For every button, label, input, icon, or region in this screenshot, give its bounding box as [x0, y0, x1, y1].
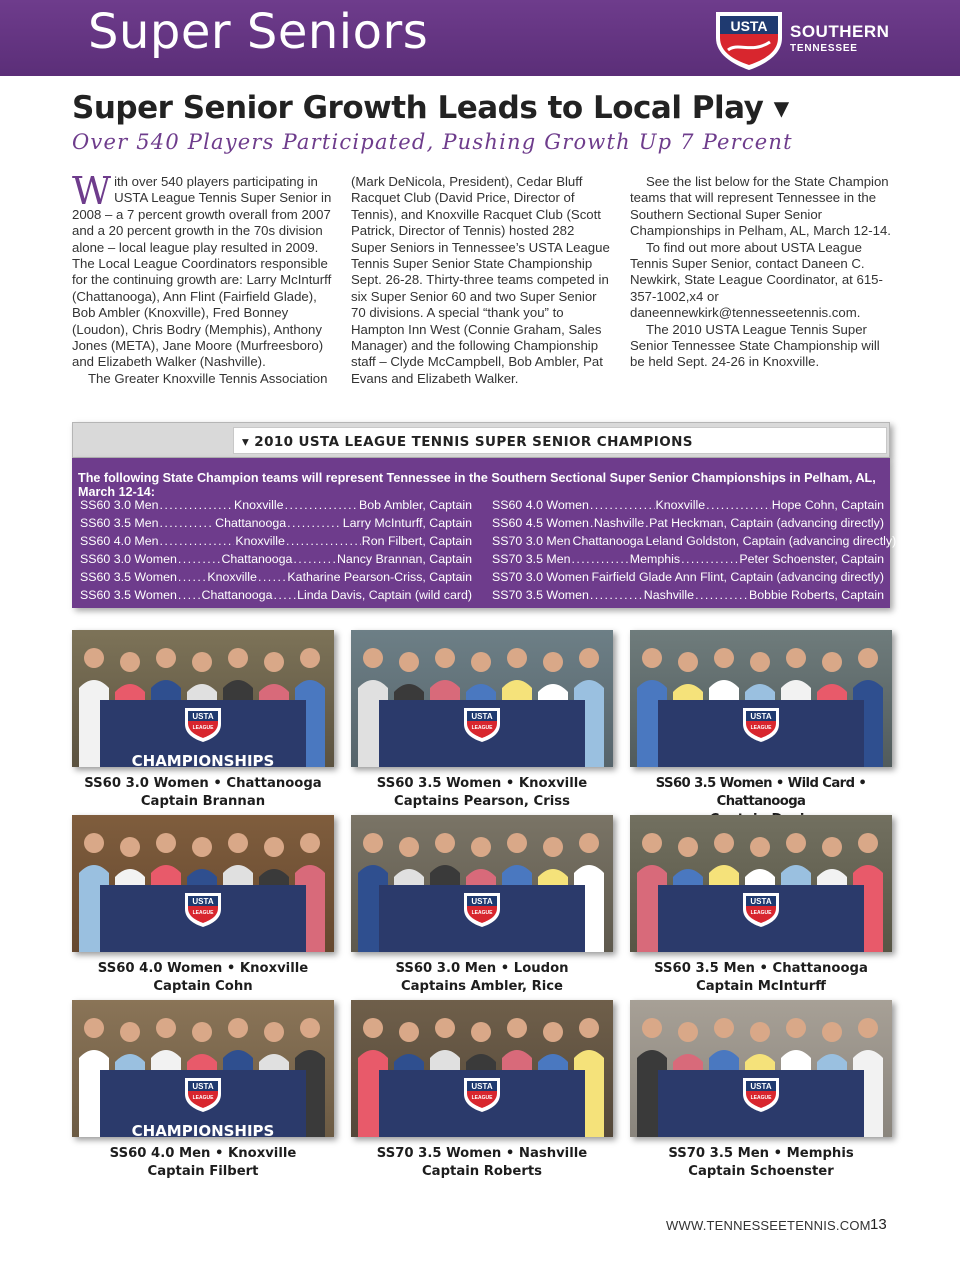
- champion-row: [492, 514, 884, 532]
- champion-row: [492, 496, 884, 514]
- champion-captain: Linda Davis, Captain (wild card): [297, 588, 472, 602]
- team-photo: [72, 1000, 334, 1137]
- team-photo: [72, 630, 334, 767]
- banner-logo-league: LEAGUE: [750, 1095, 772, 1101]
- banner-logo-league: LEAGUE: [750, 910, 772, 916]
- banner-caption: CHAMPIONSHIPS: [131, 1122, 275, 1137]
- banner-logo-league: LEAGUE: [192, 910, 214, 916]
- champion-division: SS70 3.0 Men: [492, 534, 571, 548]
- banner-logo-usta: USTA: [750, 1082, 772, 1091]
- drop-cap: W: [72, 169, 112, 213]
- caption-division: SS60 3.0 Women • Chattanooga: [84, 776, 322, 791]
- team-photo-image: [72, 815, 334, 952]
- article-paragraph: ith over 540 players participating in USTA League Tennis Super Senior in 2008 – a 7 percent growth overall from 2007 and a 20 percent growth in the 70s division alone – local league play resulted in 2009. The Local League Coordinators responsible for the continuing growth are: Larry McInturff (Chattanooga), Ann Flint (Fairfield Glade), Bob Ambler (Knoxville), Fred Bonney (Loudon), Chris Bodry (Memphis), Anthony Jones (META), Jane Moore (Murfreesboro) and Elizabeth Walker (Nashville).: [72, 174, 332, 370]
- champion-row: [80, 532, 472, 550]
- leader-dots: [160, 532, 235, 550]
- brand-wordmark: [790, 22, 889, 54]
- caption-division: SS60 3.5 Men • Chattanooga: [654, 961, 868, 976]
- champion-city: Nashville: [593, 516, 645, 530]
- team-photo: [351, 1000, 613, 1137]
- caption-captain: Captain Cohn: [153, 979, 253, 994]
- article-paragraph: The Greater Knoxville Tennis Association: [88, 370, 328, 386]
- champion-city: Knoxville: [655, 498, 706, 512]
- leader-dots: [590, 586, 643, 604]
- champion-captain: Pat Heckman, Captain (advancing directly): [649, 516, 884, 530]
- team-photo: [630, 815, 892, 952]
- team-photo-image: [351, 630, 613, 767]
- champion-row: [80, 586, 472, 604]
- banner-logo-usta: USTA: [192, 712, 214, 721]
- leader-dots: [681, 550, 738, 568]
- champion-division: SS60 3.0 Women: [80, 552, 177, 566]
- champion-city: Knoxville: [207, 570, 257, 584]
- footer-url[interactable]: WWW.TENNESSEETENNIS.COM: [666, 1218, 871, 1233]
- leader-dots: [258, 568, 286, 586]
- article-column-3: [630, 174, 892, 371]
- caption-captain: Captain McInturff: [696, 979, 826, 994]
- photo-caption: [351, 960, 613, 996]
- leader-dots: [160, 514, 215, 532]
- usta-shield-logo: [712, 8, 786, 72]
- article-headline: Super Senior Growth Leads to Local Play ▾: [72, 90, 789, 126]
- caption-captain: Captain Roberts: [422, 1164, 542, 1179]
- leader-dots: [293, 550, 336, 568]
- caption-division: SS70 3.5 Men • Memphis: [668, 1146, 854, 1161]
- article-deck: Over 540 Players Participated, Pushing Growth Up 7 Percent: [72, 130, 793, 154]
- leader-dots: [572, 550, 629, 568]
- banner-logo-league: LEAGUE: [471, 910, 493, 916]
- champion-city: Chattanooga: [221, 552, 293, 566]
- article-paragraph: The 2010 USTA League Tennis Super Senior Tennessee State Championship will be held Sept. 24-26 in Knoxville.: [630, 321, 880, 370]
- leader-dots: [590, 514, 593, 532]
- champions-title: ▾ 2010 USTA LEAGUE TENNIS SUPER SENIOR CHAMPIONS: [242, 434, 693, 450]
- article-paragraph: See the list below for the State Champion teams that will represent Tennessee in the Southern Sectional Super Senior Championships in Pelham, AL, March 12-14.: [630, 174, 891, 239]
- section-title: Super Seniors: [88, 4, 429, 60]
- champion-row: [80, 514, 472, 532]
- champion-city: Chattanooga: [215, 516, 287, 530]
- team-photo: [72, 815, 334, 952]
- brand-line-tennessee: TENNESSEE: [790, 43, 858, 54]
- champion-captain: Leland Goldston, Captain (advancing directly): [645, 534, 897, 548]
- champion-captain: Ann Flint, Captain (advancing directly): [674, 570, 884, 584]
- caption-captain: Captain Brannan: [140, 794, 266, 809]
- team-photo-image: [351, 1000, 613, 1137]
- leader-dots: [645, 514, 648, 532]
- champion-row: [492, 568, 884, 586]
- champion-captain: Nancy Brannan, Captain: [336, 552, 472, 566]
- champion-city: Knoxville: [235, 534, 285, 548]
- team-photo-image: [630, 630, 892, 767]
- photo-caption: [72, 775, 334, 811]
- leader-dots: [590, 496, 655, 514]
- champion-division: SS60 3.5 Men: [80, 516, 159, 530]
- champions-intro: The following State Champion teams will represent Tennessee in the Southern Sectional Super Senior Championships in Pelham, AL, March 12-14:: [78, 471, 876, 499]
- champion-division: SS60 3.5 Women: [80, 570, 177, 584]
- team-photo-image: [630, 1000, 892, 1137]
- leader-dots: [695, 586, 748, 604]
- caption-captain: Captains Ambler, Rice: [400, 979, 564, 994]
- champion-captain: Bob Ambler, Captain: [359, 498, 472, 512]
- champion-city: Fairfield Glade: [591, 570, 673, 584]
- banner-logo-usta: USTA: [750, 712, 772, 721]
- leader-dots: [706, 496, 771, 514]
- champion-division: SS60 3.5 Women: [80, 588, 177, 602]
- leader-dots: [178, 550, 221, 568]
- champion-division: SS70 3.0 Women: [492, 570, 589, 584]
- team-photo-image: [630, 815, 892, 952]
- champion-division: SS60 4.0 Men: [80, 534, 159, 548]
- banner-caption: CHAMPIONSHIPS: [131, 752, 275, 767]
- caption-division: SS60 3.5 Women • Knoxville: [376, 776, 588, 791]
- champion-captain: Peter Schoenster, Captain: [739, 552, 884, 566]
- photo-caption: [630, 960, 892, 996]
- team-photo-image: [72, 630, 334, 767]
- banner-logo-usta: USTA: [471, 897, 493, 906]
- champion-city: Memphis: [629, 552, 681, 566]
- leader-dots: [590, 568, 591, 586]
- caption-captain: Captains Pearson, Criss: [394, 794, 570, 809]
- article-paragraph: To find out more about USTA League Tennis Super Senior, contact Daneen C. Newkirk, State League Coordinator, at 615-357-1002,x4 or daneennewkirk@tennesseetennis.com.: [630, 239, 883, 321]
- team-photo: [351, 815, 613, 952]
- photo-caption: [630, 1145, 892, 1181]
- banner-logo-league: LEAGUE: [750, 725, 772, 731]
- banner-logo-league: LEAGUE: [471, 1095, 493, 1101]
- champion-city: Nashville: [643, 588, 695, 602]
- team-photo-image: [72, 1000, 334, 1137]
- champion-row: [492, 532, 897, 550]
- champion-row: [80, 496, 472, 514]
- caption-division: SS70 3.5 Women • Nashville: [376, 1146, 588, 1161]
- champion-row: [492, 586, 884, 604]
- champion-division: SS60 4.5 Women: [492, 516, 589, 530]
- brand-line-southern: SOUTHERN: [790, 22, 890, 41]
- champion-row: [80, 568, 472, 586]
- champion-captain: Ron Filbert, Captain: [361, 534, 472, 548]
- leader-dots: [287, 514, 342, 532]
- photo-caption: [72, 1145, 334, 1181]
- team-photo: [630, 1000, 892, 1137]
- banner-logo-usta: USTA: [471, 1082, 493, 1091]
- usta-logo-text: USTA: [730, 18, 768, 34]
- leader-dots: [178, 586, 201, 604]
- caption-captain: Captain Filbert: [147, 1164, 259, 1179]
- champion-city: Knoxville: [233, 498, 284, 512]
- champion-city: Chattanooga: [572, 534, 644, 548]
- photo-caption: [351, 775, 613, 811]
- champion-captain: Katharine Pearson-Criss, Captain: [287, 570, 472, 584]
- article-column-1: [72, 169, 334, 387]
- article-column-2: [351, 174, 613, 387]
- champion-division: SS60 4.0 Women: [492, 498, 589, 512]
- caption-captain: Captain Schoenster: [688, 1164, 834, 1179]
- champion-captain: Hope Cohn, Captain: [771, 498, 884, 512]
- banner-logo-league: LEAGUE: [192, 1095, 214, 1101]
- leader-dots: [178, 568, 206, 586]
- page-number: 13: [870, 1216, 887, 1233]
- champion-row: [80, 550, 472, 568]
- leader-dots: [286, 532, 361, 550]
- banner-logo-usta: USTA: [192, 897, 214, 906]
- leader-dots: [273, 586, 296, 604]
- leader-dots: [673, 568, 674, 586]
- leader-dots: [160, 496, 233, 514]
- champion-row: [492, 550, 884, 568]
- leader-dots: [285, 496, 358, 514]
- caption-division: SS60 4.0 Women • Knoxville: [97, 961, 309, 976]
- photo-caption: [72, 960, 334, 996]
- banner-logo-usta: USTA: [471, 712, 493, 721]
- team-photo-image: [351, 815, 613, 952]
- caption-division: SS60 4.0 Men • Knoxville: [109, 1146, 297, 1161]
- champion-division: SS70 3.5 Men: [492, 552, 571, 566]
- champion-captain: Larry McInturff, Captain: [342, 516, 472, 530]
- article-paragraph: (Mark DeNicola, President), Cedar Bluff Racquet Club (David Price, Director of Tennis), and Knoxville Racquet Club (Scott Patrick, Director of Tennis) hosted 282 Super Seniors in Tennessee’s USTA League Tennis Super Senior State Championship Sept. 26-28. Thirty-three teams competed in six Super Senior 60 and two Super Senior 70 divisions. A special “thank you” to Hampton Inn West (Connie Graham, Sales Manager) and the following Championship staff – Clyde McCampbell, Bob Ambler, Pat Evans and Elizabeth Walker.: [351, 174, 610, 386]
- caption-division: SS60 3.5 Women • Wild Card • Chattanooga: [655, 776, 867, 809]
- champions-column-right: [492, 496, 897, 604]
- photo-caption: [351, 1145, 613, 1181]
- champions-column-left: [80, 496, 472, 604]
- champion-division: SS70 3.5 Women: [492, 588, 589, 602]
- team-photo: [351, 630, 613, 767]
- champion-city: Chattanooga: [201, 588, 273, 602]
- banner-logo-usta: USTA: [750, 897, 772, 906]
- champion-division: SS60 3.0 Men: [80, 498, 159, 512]
- team-photo: [630, 630, 892, 767]
- caption-division: SS60 3.0 Men • Loudon: [395, 961, 569, 976]
- banner-logo-usta: USTA: [192, 1082, 214, 1091]
- champion-captain: Bobbie Roberts, Captain: [748, 588, 884, 602]
- banner-logo-league: LEAGUE: [471, 725, 493, 731]
- banner-logo-league: LEAGUE: [192, 725, 214, 731]
